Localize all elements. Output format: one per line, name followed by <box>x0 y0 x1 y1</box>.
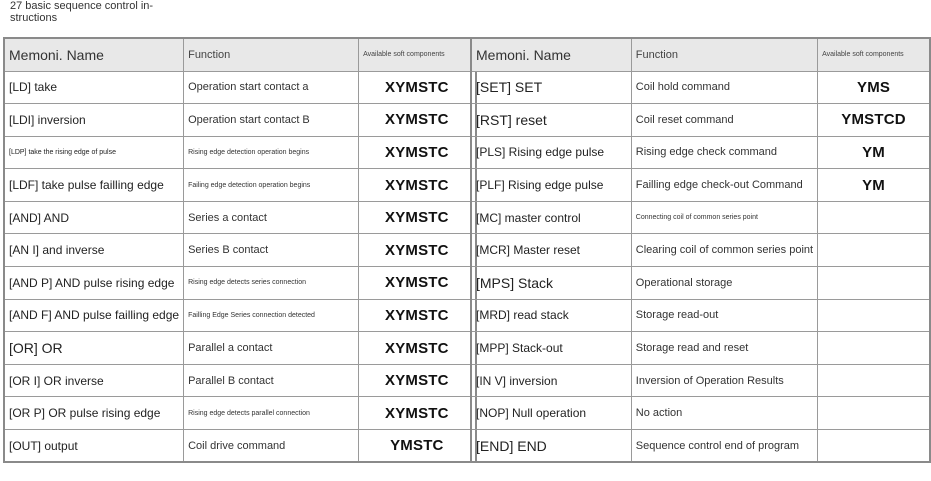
instruction-name-cell: [OR I] OR inverse <box>4 364 184 397</box>
instruction-name-cell: [AND] AND <box>4 201 184 234</box>
instruction-function-cell: Storage read and reset <box>631 332 817 365</box>
instruction-function-cell: Parallel a contact <box>184 332 359 365</box>
soft-components-cell <box>818 201 930 234</box>
instruction-function-cell: Rising edge check command <box>631 136 817 169</box>
soft-components-cell <box>818 299 930 332</box>
table-row <box>471 136 930 169</box>
instruction-name-cell: [LDI] inversion <box>4 104 184 137</box>
table-row <box>471 430 930 463</box>
table-row <box>471 104 930 137</box>
table-row <box>4 71 476 104</box>
instruction-function-cell: Storage read-out <box>631 299 817 332</box>
table-row <box>4 299 476 332</box>
instruction-function-cell: Rising edge detection operation begins <box>184 136 359 169</box>
instruction-function-cell: Coil drive command <box>184 430 359 463</box>
instruction-name-cell: [OR] OR <box>4 332 184 365</box>
instruction-function-cell: Operation start contact a <box>184 71 359 104</box>
instruction-function-cell: Operational storage <box>631 267 817 300</box>
header-mnemonic-name: Memoni. Name <box>471 38 631 71</box>
instruction-function-cell: Coil reset command <box>631 104 817 137</box>
instruction-table-left <box>3 37 477 463</box>
instruction-function-cell: Series B contact <box>184 234 359 267</box>
instruction-function-cell: Failing edge detection operation begins <box>184 169 359 202</box>
instruction-name-cell: [SET] SET <box>471 71 631 104</box>
table-row <box>4 430 476 463</box>
soft-components-cell <box>818 267 930 300</box>
instruction-name-cell: [OR P] OR pulse rising edge <box>4 397 184 430</box>
instruction-name-cell: [AND F] AND pulse failling edge <box>4 299 184 332</box>
soft-components-cell <box>818 332 930 365</box>
instruction-function-cell: Inversion of Operation Results <box>631 364 817 397</box>
table-row <box>471 201 930 234</box>
instruction-name-cell: [LDP] take the rising edge of pulse <box>4 136 184 169</box>
instruction-function-cell: Series a contact <box>184 201 359 234</box>
instruction-name-cell: [MRD] read stack <box>471 299 631 332</box>
instruction-function-cell: Failling Edge Series connection detected <box>184 299 359 332</box>
instruction-function-cell: No action <box>631 397 817 430</box>
table-row <box>4 332 476 365</box>
instruction-name-cell: [MCR] Master reset <box>471 234 631 267</box>
instruction-function-cell: Parallel B contact <box>184 364 359 397</box>
header-soft-components: Available soft components <box>818 38 930 71</box>
soft-components-cell: YMS <box>818 71 930 104</box>
table-row <box>4 169 476 202</box>
soft-components-cell: XYMSTC <box>359 71 476 104</box>
soft-components-cell: YM <box>818 136 930 169</box>
table-row <box>4 104 476 137</box>
page-caption: 27 basic sequence control in-structions <box>10 0 154 24</box>
instruction-name-cell: [MC] master control <box>471 201 631 234</box>
header-soft-components: Available soft components <box>359 38 476 71</box>
instruction-name-cell: [LD] take <box>4 71 184 104</box>
soft-components-cell: XYMSTC <box>359 234 476 267</box>
soft-components-cell: YMSTC <box>359 430 476 463</box>
instruction-name-cell: [OUT] output <box>4 430 184 463</box>
table-row <box>471 234 930 267</box>
instruction-name-cell: [AN I] and inverse <box>4 234 184 267</box>
soft-components-cell: XYMSTC <box>359 299 476 332</box>
instruction-name-cell: [RST] reset <box>471 104 631 137</box>
soft-components-cell: XYMSTC <box>359 332 476 365</box>
table-row <box>4 364 476 397</box>
soft-components-cell <box>818 430 930 463</box>
instruction-function-cell: Connecting coil of common series point <box>631 201 817 234</box>
table-header-row <box>471 38 930 71</box>
table-row <box>471 364 930 397</box>
header-function: Function <box>631 38 817 71</box>
soft-components-cell: XYMSTC <box>359 169 476 202</box>
instruction-function-cell: Clearing coil of common series point <box>631 234 817 267</box>
instruction-name-cell: [AND P] AND pulse rising edge <box>4 267 184 300</box>
table-row <box>4 136 476 169</box>
soft-components-cell: XYMSTC <box>359 397 476 430</box>
header-function: Function <box>184 38 359 71</box>
table-row <box>471 397 930 430</box>
soft-components-cell: XYMSTC <box>359 104 476 137</box>
instruction-name-cell: [END] END <box>471 430 631 463</box>
instruction-function-cell: Rising edge detects parallel connection <box>184 397 359 430</box>
table-row <box>4 234 476 267</box>
table-row <box>4 201 476 234</box>
soft-components-cell <box>818 234 930 267</box>
instruction-name-cell: [MPS] Stack <box>471 267 631 300</box>
soft-components-cell: XYMSTC <box>359 201 476 234</box>
instruction-name-cell: [IN V] inversion <box>471 364 631 397</box>
soft-components-cell: XYMSTC <box>359 364 476 397</box>
soft-components-cell: XYMSTC <box>359 136 476 169</box>
instruction-name-cell: [MPP] Stack-out <box>471 332 631 365</box>
instruction-function-cell: Rising edge detects series connection <box>184 267 359 300</box>
table-row <box>471 71 930 104</box>
soft-components-cell: YM <box>818 169 930 202</box>
instruction-function-cell: Failling edge check-out Command <box>631 169 817 202</box>
instruction-table-right <box>470 37 931 463</box>
instruction-function-cell: Coil hold command <box>631 71 817 104</box>
instruction-function-cell: Sequence control end of program <box>631 430 817 463</box>
table-row <box>471 169 930 202</box>
table-row <box>471 299 930 332</box>
soft-components-cell <box>818 397 930 430</box>
header-mnemonic-name: Memoni. Name <box>4 38 184 71</box>
table-row <box>4 397 476 430</box>
soft-components-cell: YMSTCD <box>818 104 930 137</box>
instruction-name-cell: [NOP] Null operation <box>471 397 631 430</box>
instruction-name-cell: [PLF] Rising edge pulse <box>471 169 631 202</box>
soft-components-cell <box>818 364 930 397</box>
soft-components-cell: XYMSTC <box>359 267 476 300</box>
table-row <box>4 267 476 300</box>
table-row <box>471 267 930 300</box>
instruction-name-cell: [PLS] Rising edge pulse <box>471 136 631 169</box>
table-header-row <box>4 38 476 71</box>
table-row <box>471 332 930 365</box>
instruction-function-cell: Operation start contact B <box>184 104 359 137</box>
instruction-name-cell: [LDF] take pulse failling edge <box>4 169 184 202</box>
